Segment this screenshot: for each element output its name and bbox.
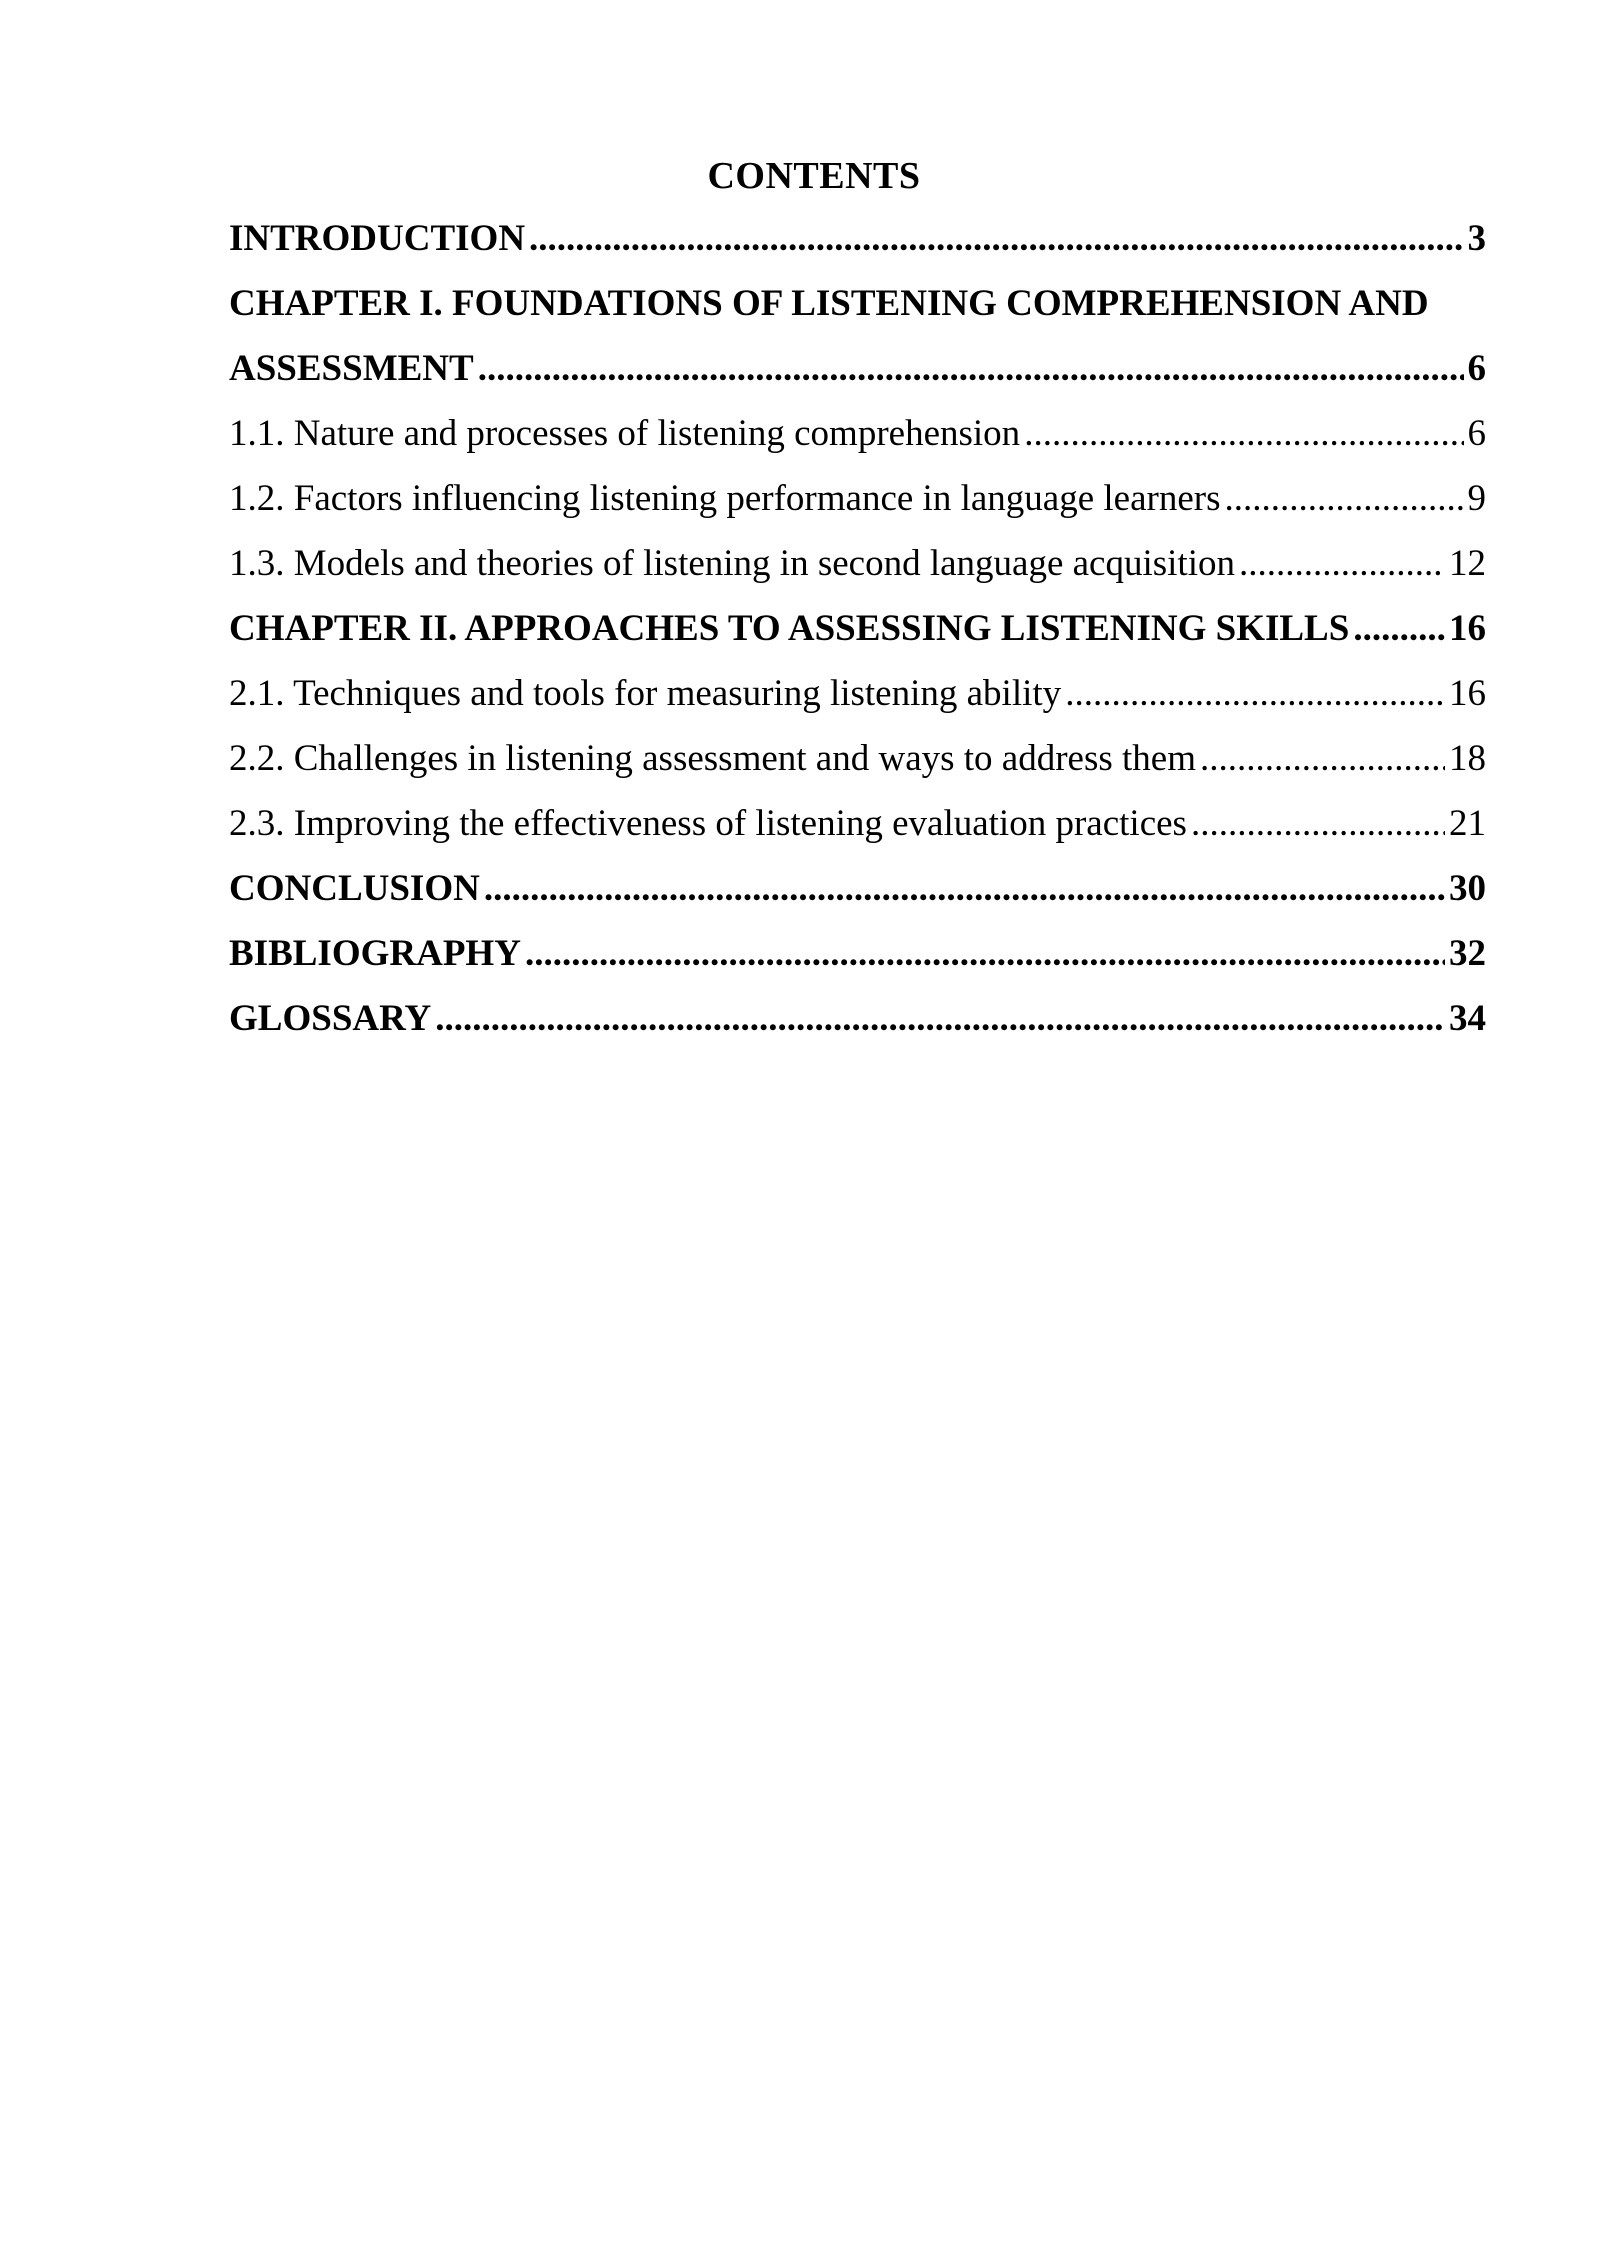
toc-entry-2-1[interactable]: [229, 669, 1486, 734]
toc-entry-page: 34: [1449, 998, 1486, 1039]
dot-leader: [1065, 669, 1445, 719]
toc-entry-label-line1: CHAPTER I. FOUNDATIONS OF LISTENING COMPREHENSION AND: [229, 283, 1429, 324]
toc-entry-page: 30: [1449, 868, 1486, 909]
toc-entry-label: ASSESSMENT: [229, 348, 474, 389]
toc-entry-label: GLOSSARY: [229, 998, 432, 1039]
toc-entry-1-1[interactable]: [229, 409, 1486, 474]
toc-entry-page: 16: [1449, 673, 1486, 714]
dot-leader: [1200, 734, 1445, 784]
toc-entry-label: BIBLIOGRAPHY: [229, 933, 521, 974]
toc-entry-introduction[interactable]: [229, 214, 1486, 279]
toc-entry-page: 21: [1449, 803, 1486, 844]
toc-entry-page: 6: [1467, 413, 1486, 454]
toc-entry-chapter-2[interactable]: [229, 604, 1486, 669]
toc-entry-label: 2.1. Techniques and tools for measuring listening ability: [229, 673, 1062, 714]
toc-entry-conclusion[interactable]: [229, 864, 1486, 929]
table-of-contents: [229, 214, 1486, 1059]
toc-entry-label: INTRODUCTION: [229, 218, 526, 259]
toc-entry-label: CHAPTER II. APPROACHES TO ASSESSING LISTENING SKILLS: [229, 608, 1350, 649]
toc-entry-chapter-1-line1[interactable]: [229, 279, 1486, 344]
dot-leader: [1353, 604, 1445, 654]
dot-leader: [525, 929, 1445, 979]
toc-title: CONTENTS: [707, 155, 921, 197]
toc-entry-2-2[interactable]: [229, 734, 1486, 799]
toc-entry-label: 2.3. Improving the effectiveness of listening evaluation practices: [229, 803, 1187, 844]
dot-leader: [435, 994, 1445, 1044]
toc-entry-page: 3: [1467, 218, 1486, 259]
toc-entry-label: 2.2. Challenges in listening assessment and ways to address them: [229, 738, 1196, 779]
toc-entry-page: 9: [1467, 478, 1486, 519]
toc-entry-1-2[interactable]: [229, 474, 1486, 539]
toc-entry-page: 32: [1449, 933, 1486, 974]
toc-entry-page: 18: [1449, 738, 1486, 779]
toc-entry-bibliography[interactable]: [229, 929, 1486, 994]
toc-entry-page: 12: [1449, 543, 1486, 584]
toc-entry-2-3[interactable]: [229, 799, 1486, 864]
dot-leader: [1191, 799, 1445, 849]
toc-entry-1-3[interactable]: [229, 539, 1486, 604]
dot-leader: [1224, 474, 1463, 524]
toc-entry-chapter-1[interactable]: [229, 344, 1486, 409]
toc-entry-label: 1.2. Factors influencing listening performance in language learners: [229, 478, 1221, 519]
toc-entry-page: 16: [1449, 608, 1486, 649]
toc-entry-glossary[interactable]: [229, 994, 1486, 1059]
toc-entry-label: 1.3. Models and theories of listening in second language acquisition: [229, 543, 1235, 584]
toc-entry-label: CONCLUSION: [229, 868, 480, 909]
dot-leader: [529, 214, 1463, 264]
dot-leader: [1239, 539, 1445, 589]
dot-leader: [484, 864, 1445, 914]
dot-leader: [1024, 409, 1463, 459]
toc-entry-label: 1.1. Nature and processes of listening comprehension: [229, 413, 1021, 454]
dot-leader: [478, 344, 1464, 394]
toc-entry-page: 6: [1467, 348, 1486, 389]
